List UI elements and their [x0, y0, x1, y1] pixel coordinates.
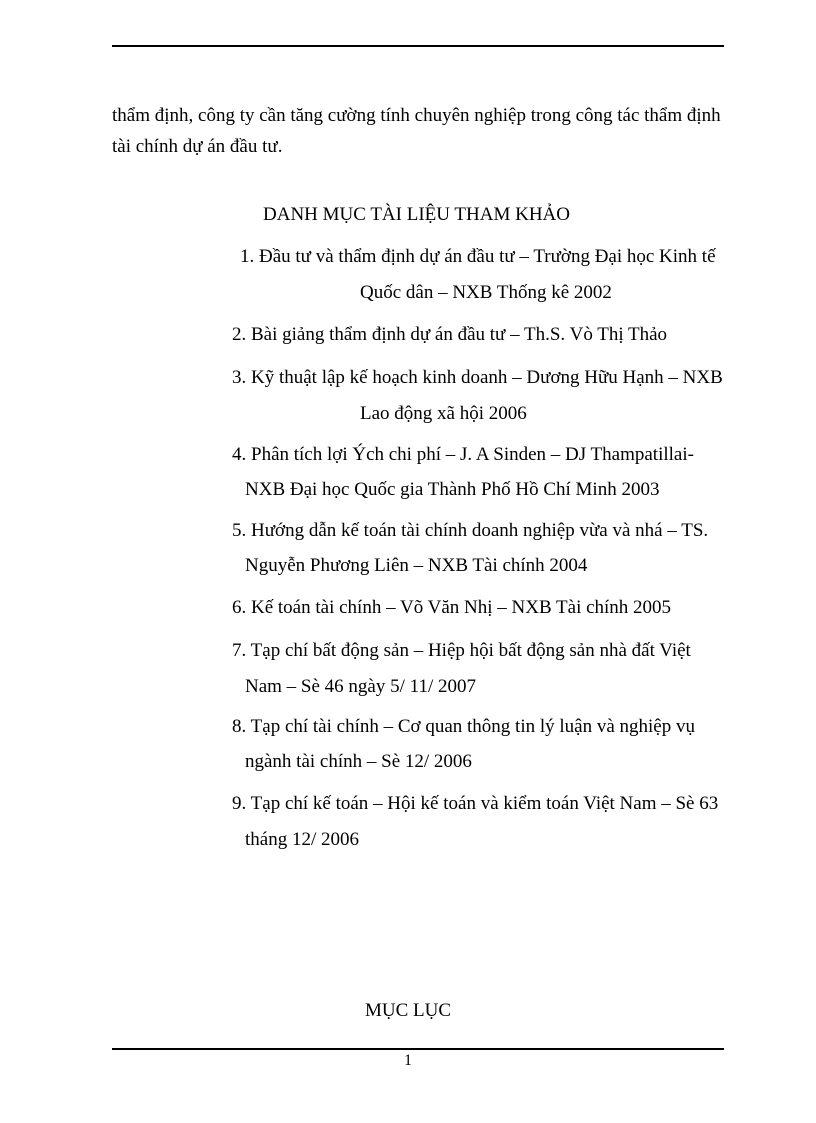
reference-item-5-line1: 5. Hướng dẫn kế toán tài chính doanh nghiệp vừa và nhá – TS. — [232, 520, 709, 541]
reference-item-2-line1: 2. Bài giảng thẩm định dự án đầu tư – Th.S. Vò Thị Thảo — [232, 324, 668, 345]
reference-item-9-line2: tháng 12/ 2006 — [245, 829, 359, 850]
reference-item-1-line2: Quốc dân – NXB Thống kê 2002 — [360, 282, 612, 303]
reference-item-3-line2: Lao động xã hội 2006 — [360, 403, 527, 424]
body-paragraph — [112, 100, 724, 162]
footer-rule — [112, 1048, 724, 1050]
reference-item-3-line1: 3. Kỹ thuật lập kế hoạch kinh doanh – Dương Hữu Hạnh – NXB — [232, 367, 723, 388]
reference-item-4-line2: NXB Đại học Quốc gia Thành Phố Hồ Chí Minh 2003 — [245, 479, 660, 500]
reference-item-7-line1: 7. Tạp chí bất động sản – Hiệp hội bất động sản nhà đất Việt — [232, 640, 691, 661]
page-number: 1 — [404, 1052, 412, 1069]
reference-item-8-line1: 8. Tạp chí tài chính – Cơ quan thông tin lý luận và nghiệp vụ — [232, 716, 695, 737]
reference-item-4-line1: 4. Phân tích lợi Ých chi phí – J. A Sinden – DJ Thampatillai- — [232, 444, 694, 465]
reference-item-9-line1: 9. Tạp chí kế toán – Hội kế toán và kiểm toán Việt Nam – Sè 63 — [232, 793, 719, 814]
reference-item-7-line2: Nam – Sè 46 ngày 5/ 11/ 2007 — [245, 676, 476, 697]
reference-item-6-line1: 6. Kế toán tài chính – Võ Văn Nhị – NXB Tài chính 2005 — [232, 597, 672, 618]
reference-item-8-line2: ngành tài chính – Sè 12/ 2006 — [245, 751, 472, 772]
paragraph-line: tài chính dự án đầu tư. — [112, 136, 283, 157]
references-title: DANH MỤC TÀI LIỆU THAM KHẢO — [263, 204, 570, 225]
paragraph-line: thẩm định, công ty cần tăng cường tính chuyên nghiệp trong công tác thẩm định — [112, 105, 721, 126]
toc-title: MỤC LỤC — [364, 1000, 452, 1021]
reference-item-5-line2: Nguyễn Phương Liên – NXB Tài chính 2004 — [245, 555, 588, 576]
header-rule — [112, 45, 724, 47]
reference-item-1-line1: 1. Đầu tư và thẩm định dự án đầu tư – Trường Đại học Kinh tế — [240, 246, 716, 267]
